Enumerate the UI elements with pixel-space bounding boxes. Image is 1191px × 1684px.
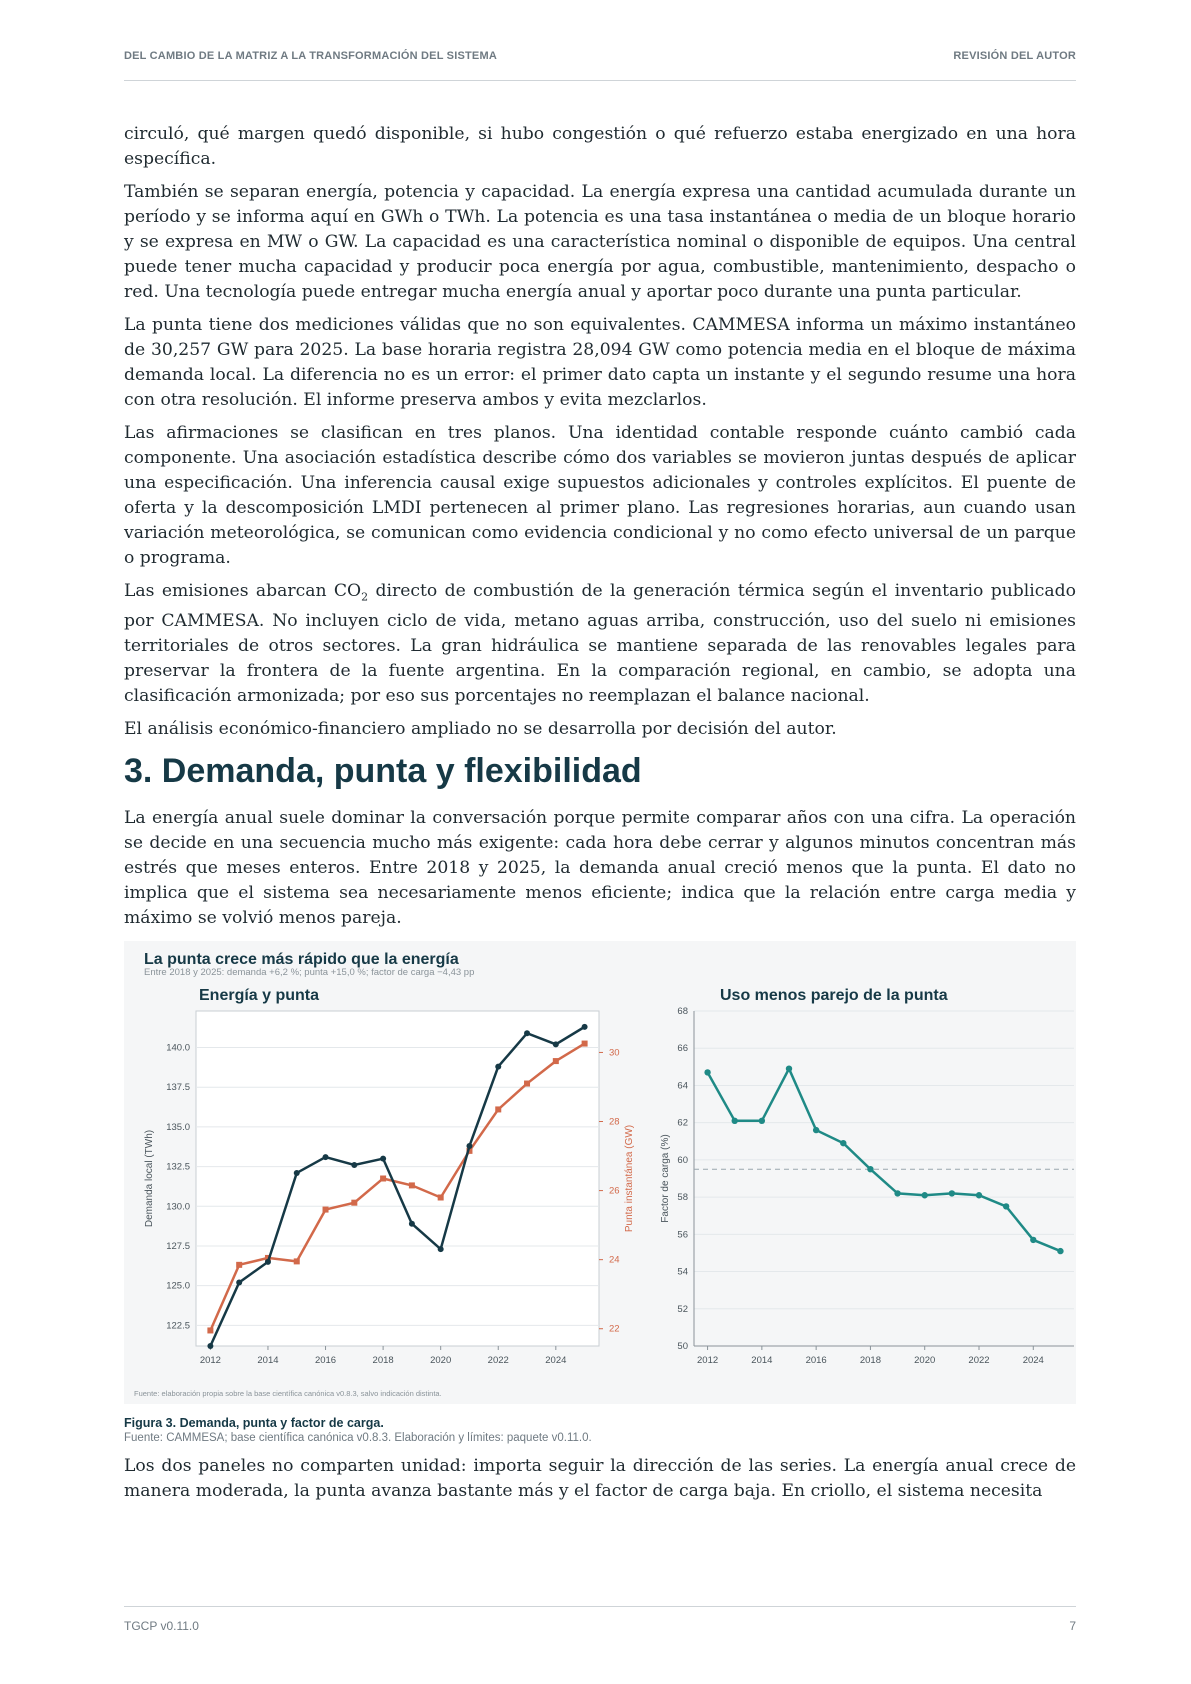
peak-point <box>323 1207 329 1213</box>
peak-point <box>294 1259 300 1265</box>
energy-point <box>495 1064 501 1070</box>
paragraph-6: El análisis económico-financiero ampliado no se desarrolla por decisión del autor. <box>124 719 837 740</box>
right-ytick-label: 52 <box>677 1304 688 1316</box>
load-factor-point <box>976 1192 982 1198</box>
left-xtick-label: 2022 <box>487 1355 509 1367</box>
peak-point <box>553 1059 559 1065</box>
energy-point <box>466 1143 472 1149</box>
energy-point <box>409 1221 415 1227</box>
right-ytick-label: 66 <box>677 1043 688 1055</box>
load-factor-point <box>840 1140 846 1146</box>
figure-caption-source: Fuente: CAMMESA; base científica canónica v0.8.3. Elaboración y límites: paquete v0.11.0. <box>124 1432 592 1445</box>
page-body <box>124 122 1076 1512</box>
panel-right-title: Uso menos parejo de la punta <box>720 987 948 1005</box>
right-xtick-label: 2012 <box>697 1355 719 1367</box>
right-axis-tick-label: 26 <box>609 1186 620 1198</box>
peak-point <box>351 1200 357 1206</box>
header-left: DEL CAMBIO DE LA MATRIZ A LA TRANSFORMACIÓN DEL SISTEMA <box>124 50 497 62</box>
right-ytick-label: 68 <box>677 1006 688 1018</box>
energy-point <box>294 1170 300 1176</box>
page-footer <box>124 1606 1076 1633</box>
peak-point <box>207 1328 213 1334</box>
energy-point <box>236 1280 242 1286</box>
right-axis-tick-label: 22 <box>609 1324 620 1336</box>
left-xtick-label: 2018 <box>372 1355 394 1367</box>
paragraph-3: La punta tiene dos mediciones válidas que no son equivalentes. CAMMESA informa un máximo instantáneo de 30,257 GW para 2025. La base horaria registra 28,094 GW como potencia media en el bloque de máxima demanda local. La diferencia no es un error: el primer dato capta un instante y el segundo resume una hora con otra resolución. El informe preserva ambos y evita mezclarlos. <box>124 315 1076 410</box>
peak-point <box>495 1107 501 1113</box>
paragraph-2: También se separan energía, potencia y capacidad. La energía expresa una cantidad acumulada durante un período y se informa aquí en GWh o TWh. La potencia es una tasa instantánea o media de un bloque horario y se expresa en MW o GW. La capacidad es una característica nominal o disponible de equipos. Una central puede tener mucha capacidad y producir poca energía por agua, combustible, mantenimiento, despacho o red. Una tecnología puede entregar mucha energía anual y aportar poco durante una punta particular. <box>124 182 1076 302</box>
load-factor-point <box>1057 1248 1063 1254</box>
right-axis-tick-label: 28 <box>609 1116 620 1128</box>
paragraph-5-sub: 2 <box>361 590 369 604</box>
right-xtick-label: 2020 <box>914 1355 936 1367</box>
left-xtick-label: 2014 <box>257 1355 279 1367</box>
header-right: REVISIÓN DEL AUTOR <box>953 50 1076 62</box>
paragraph-5-b: directo de combustión de la generación térmica según el inventario publicado por CAMMESA. No incluyen ciclo de vida, metano aguas arriba, construcción, uso del suelo ni emisiones territoriales de otros sectores. La gran hidráulica se mantiene separada de las renovables legales para preservar la frontera de la fuente argentina. En la comparación regional, en cambio, se adopta una clasificación armonizada; por eso sus porcentajes no reemplazan el balance nacional. <box>124 581 1076 707</box>
left-ytick-label: 140.0 <box>166 1042 190 1054</box>
load-factor-point <box>786 1066 792 1072</box>
page-number: 7 <box>1069 1619 1076 1633</box>
right-ytick-label: 58 <box>677 1192 688 1204</box>
right-xtick-label: 2014 <box>751 1355 773 1367</box>
figure-3 <box>124 941 1076 1404</box>
energy-point <box>323 1155 329 1161</box>
figure-svg <box>124 941 1076 1404</box>
section-heading: 3. Demanda, punta y flexibilidad <box>124 752 642 791</box>
left-ytick-label: 135.0 <box>166 1122 190 1134</box>
load-factor-point <box>1030 1237 1036 1243</box>
paragraph-1: circuló, qué margen quedó disponible, si hubo congestión o qué refuerzo estaba energizado en una hora específica. <box>124 124 1076 169</box>
peak-point <box>438 1195 444 1201</box>
figure-source-note: Fuente: elaboración propia sobre la base científica canónica v0.8.3, salvo indicación distinta. <box>134 1389 442 1399</box>
right-xtick-label: 2018 <box>859 1355 881 1367</box>
load-factor-point <box>922 1192 928 1198</box>
left-ytick-label: 127.5 <box>166 1241 190 1253</box>
paragraph-7: La energía anual suele dominar la conversación porque permite comparar años con una cifra. La operación se decide en una secuencia mucho más exigente: cada hora debe cerrar y algunos minutos concentran más estrés que meses enteros. Entre 2018 y 2025, la demanda anual creció menos que la punta. El dato no implica que el sistema sea necesariamente menos eficiente; indica que la relación entre carga media y máximo se volvió menos pareja. <box>124 808 1076 929</box>
right-xtick-label: 2022 <box>968 1355 990 1367</box>
right-xtick-label: 2016 <box>805 1355 827 1367</box>
left-ytick-label: 122.5 <box>166 1320 190 1332</box>
right-axis-tick-label: 30 <box>609 1047 620 1059</box>
paragraph-5 <box>124 579 1076 709</box>
right-ytick-label: 56 <box>677 1229 688 1241</box>
left-ytick-label: 137.5 <box>166 1082 190 1094</box>
right-ylabel: Factor de carga (%) <box>660 1134 671 1224</box>
footer-left: TGCP v0.11.0 <box>124 1619 199 1633</box>
paragraph-5-a: Las emisiones abarcan CO <box>124 581 362 601</box>
peak-point <box>380 1176 386 1182</box>
left-ytick-label: 125.0 <box>166 1281 190 1293</box>
left-ytick-label: 130.0 <box>166 1201 190 1213</box>
right-ytick-label: 62 <box>677 1118 688 1130</box>
paragraph-4: Las afirmaciones se clasifican en tres planos. Una identidad contable responde cuánto cambió cada componente. Una asociación estadística describe cómo dos variables se movieron juntas después de aplicar una especificación. Una inferencia causal exige supuestos adicionales y controles explícitos. El puente de oferta y la descomposición LMDI pertenecen al primer plano. Las regresiones horarias, aun cuando usan variación meteorológica, se comunican como evidencia condicional y no como efecto universal de un parque o programa. <box>124 423 1076 568</box>
energy-point <box>438 1247 444 1253</box>
left-xtick-label: 2016 <box>314 1355 337 1367</box>
right-xtick-label: 2024 <box>1022 1355 1044 1367</box>
peak-point <box>409 1183 415 1189</box>
load-factor-point <box>894 1191 900 1197</box>
load-factor-point <box>759 1118 765 1124</box>
left-plot-area <box>196 1011 599 1346</box>
left-xtick-label: 2024 <box>545 1355 567 1367</box>
energy-point <box>524 1031 530 1037</box>
load-factor-point <box>732 1118 738 1124</box>
right-ytick-label: 50 <box>677 1341 688 1353</box>
left-y2label: Punta instantánea (GW) <box>624 1125 635 1233</box>
figure-caption-title: Figura 3. Demanda, punta y factor de carga. <box>124 1416 384 1431</box>
peak-point <box>582 1041 588 1047</box>
energy-point <box>207 1343 213 1349</box>
peak-point <box>524 1081 530 1087</box>
right-ytick-label: 64 <box>677 1080 688 1092</box>
right-ytick-label: 60 <box>677 1155 688 1167</box>
energy-point <box>265 1259 271 1265</box>
load-factor-point <box>1003 1204 1009 1210</box>
energy-point <box>380 1156 386 1162</box>
peak-point <box>236 1262 242 1268</box>
energy-point <box>351 1162 357 1168</box>
paragraph-8: Los dos paneles no comparten unidad: importa seguir la dirección de las series. La energía anual crece de manera moderada, la punta avanza bastante más y el factor de carga baja. En criollo, el sistema necesita <box>124 1456 1076 1502</box>
right-ytick-label: 54 <box>677 1266 688 1278</box>
load-factor-point <box>813 1127 819 1133</box>
left-ylabel: Demanda local (TWh) <box>144 1130 155 1228</box>
load-factor-point <box>949 1191 955 1197</box>
left-ytick-label: 132.5 <box>166 1162 190 1174</box>
load-factor-point <box>867 1166 873 1172</box>
panel-left-title: Energía y punta <box>199 987 320 1005</box>
left-xtick-label: 2012 <box>199 1355 221 1367</box>
right-axis-tick-label: 24 <box>609 1255 620 1267</box>
energy-point <box>582 1024 588 1030</box>
left-xtick-label: 2020 <box>430 1355 452 1367</box>
running-header <box>124 50 1076 81</box>
figure-title: La punta crece más rápido que la energía <box>144 951 459 969</box>
energy-point <box>553 1042 559 1048</box>
load-factor-point <box>704 1070 710 1076</box>
figure-subtitle: Entre 2018 y 2025: demanda +6,2 %; punta +15,0 %; factor de carga −4,43 pp <box>144 967 475 979</box>
